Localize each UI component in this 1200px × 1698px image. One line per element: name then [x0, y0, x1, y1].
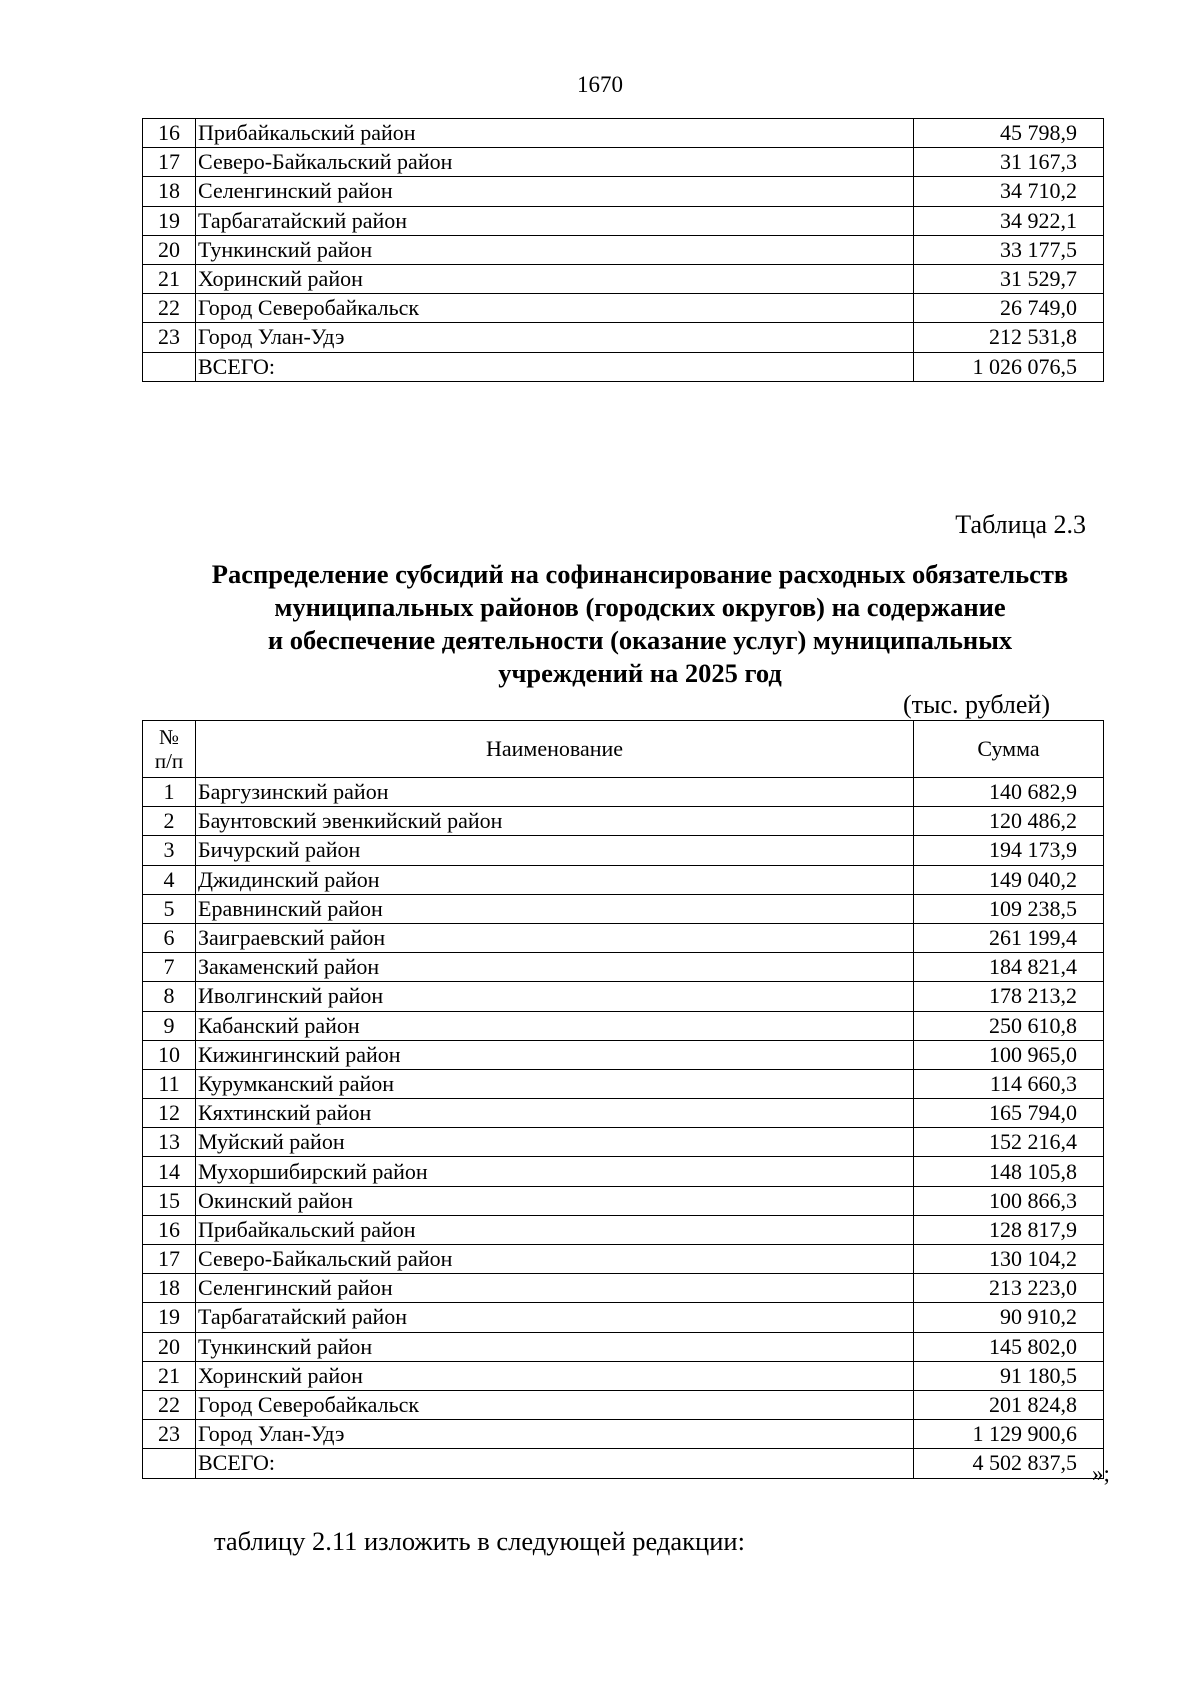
row-name: Окинский район	[196, 1186, 914, 1215]
row-sum: 45 798,9	[914, 119, 1104, 148]
row-sum: 178 213,2	[914, 982, 1104, 1011]
row-number: 23	[143, 1420, 196, 1449]
row-number: 15	[143, 1186, 196, 1215]
table-row	[143, 235, 1104, 264]
row-name: Заиграевский район	[196, 923, 914, 952]
row-number: 18	[143, 1274, 196, 1303]
row-number: 16	[143, 1215, 196, 1244]
table-row	[143, 894, 1104, 923]
row-sum: 91 180,5	[914, 1361, 1104, 1390]
row-sum: 31 529,7	[914, 264, 1104, 293]
units-note: (тыс. рублей)	[902, 690, 1050, 719]
row-number: 22	[143, 1390, 196, 1419]
closing-quote: »;	[1092, 1461, 1110, 1486]
row-number: 12	[143, 1099, 196, 1128]
total-sum: 1 026 076,5	[914, 352, 1104, 381]
row-sum: 34 710,2	[914, 177, 1104, 206]
row-name: Город Северобайкальск	[196, 294, 914, 323]
table-row	[143, 1099, 1104, 1128]
table-row	[143, 1157, 1104, 1186]
row-number: 9	[143, 1011, 196, 1040]
continuation-table-body	[143, 119, 1104, 382]
row-sum: 140 682,9	[914, 778, 1104, 807]
row-name: Бичурский район	[196, 836, 914, 865]
subsidy-table-header	[143, 721, 1104, 778]
row-sum: 120 486,2	[914, 807, 1104, 836]
total-sum: 4 502 837,5	[914, 1449, 1104, 1478]
row-sum: 33 177,5	[914, 235, 1104, 264]
table-title-line: Распределение субсидий на софинансирование расходных обязательств	[211, 559, 1069, 589]
header-number-abbr: п/п	[154, 749, 184, 773]
table-title-line: муниципальных районов (городских округов) на содержание	[274, 592, 1006, 622]
table-row	[143, 1332, 1104, 1361]
row-name: Еравнинский район	[196, 894, 914, 923]
table-row	[143, 1011, 1104, 1040]
row-name: Хоринский район	[196, 264, 914, 293]
table-row	[143, 807, 1104, 836]
table-row	[143, 119, 1104, 148]
row-name: Баунтовский эвенкийский район	[196, 807, 914, 836]
table-row	[143, 1361, 1104, 1390]
row-number: 17	[143, 1245, 196, 1274]
row-sum: 261 199,4	[914, 923, 1104, 952]
subsidy-table	[142, 720, 1104, 1479]
table-title	[150, 558, 1130, 690]
row-name: Джидинский район	[196, 865, 914, 894]
table-row	[143, 1303, 1104, 1332]
row-name: Прибайкальский район	[196, 1215, 914, 1244]
row-number: 2	[143, 807, 196, 836]
row-number: 11	[143, 1069, 196, 1098]
row-sum: 194 173,9	[914, 836, 1104, 865]
row-sum: 34 922,1	[914, 206, 1104, 235]
row-name: Иволгинский район	[196, 982, 914, 1011]
table-row	[143, 264, 1104, 293]
row-sum: 100 965,0	[914, 1040, 1104, 1069]
table-row	[143, 923, 1104, 952]
row-name: Кабанский район	[196, 1011, 914, 1040]
table-row	[143, 206, 1104, 235]
row-number: 6	[143, 923, 196, 952]
row-sum: 130 104,2	[914, 1245, 1104, 1274]
row-sum: 201 824,8	[914, 1390, 1104, 1419]
row-name: Тарбагатайский район	[196, 1303, 914, 1332]
row-name: Баргузинский район	[196, 778, 914, 807]
header-number-symbol: №	[158, 725, 180, 749]
row-sum: 109 238,5	[914, 894, 1104, 923]
row-number: 18	[143, 177, 196, 206]
total-row	[143, 352, 1104, 381]
total-number-cell	[143, 352, 196, 381]
instruction-text: таблицу 2.11 изложить в следующей редакции:	[214, 1526, 745, 1556]
row-sum: 26 749,0	[914, 294, 1104, 323]
row-name: Курумканский район	[196, 1069, 914, 1098]
row-name: Город Северобайкальск	[196, 1390, 914, 1419]
total-label: ВСЕГО:	[196, 352, 914, 381]
row-number: 21	[143, 1361, 196, 1390]
row-sum: 90 910,2	[914, 1303, 1104, 1332]
row-name: Кижингинский район	[196, 1040, 914, 1069]
table-title-line: учреждений на 2025 год	[498, 658, 782, 688]
table-row	[143, 1040, 1104, 1069]
table-row	[143, 1274, 1104, 1303]
table-row	[143, 778, 1104, 807]
total-row	[143, 1449, 1104, 1478]
row-name: Тункинский район	[196, 1332, 914, 1361]
total-number-cell	[143, 1449, 196, 1478]
row-name: Закаменский район	[196, 953, 914, 982]
row-number: 8	[143, 982, 196, 1011]
continuation-table	[142, 118, 1104, 382]
row-sum: 128 817,9	[914, 1215, 1104, 1244]
row-number: 20	[143, 1332, 196, 1361]
row-number: 20	[143, 235, 196, 264]
column-header-name: Наименование	[196, 721, 914, 778]
subsidy-table-body	[143, 778, 1104, 1479]
row-number: 21	[143, 264, 196, 293]
column-header-sum: Сумма	[914, 721, 1104, 778]
table-row	[143, 1215, 1104, 1244]
page-number: 1670	[577, 72, 623, 97]
row-sum: 165 794,0	[914, 1099, 1104, 1128]
row-sum: 184 821,4	[914, 953, 1104, 982]
row-sum: 114 660,3	[914, 1069, 1104, 1098]
row-number: 16	[143, 119, 196, 148]
table-label: Таблица 2.3	[955, 510, 1086, 539]
row-name: Тункинский район	[196, 235, 914, 264]
row-name: Селенгинский район	[196, 1274, 914, 1303]
table-row	[143, 982, 1104, 1011]
row-number: 22	[143, 294, 196, 323]
row-name: Муйский район	[196, 1128, 914, 1157]
row-name: Мухоршибирский район	[196, 1157, 914, 1186]
row-sum: 149 040,2	[914, 865, 1104, 894]
row-number: 13	[143, 1128, 196, 1157]
row-sum: 31 167,3	[914, 148, 1104, 177]
table-row	[143, 1390, 1104, 1419]
total-label: ВСЕГО:	[196, 1449, 914, 1478]
row-sum: 1 129 900,6	[914, 1420, 1104, 1449]
table-row	[143, 836, 1104, 865]
table-row	[143, 1128, 1104, 1157]
column-header-number	[143, 721, 196, 778]
row-name: Город Улан-Удэ	[196, 1420, 914, 1449]
row-number: 4	[143, 865, 196, 894]
row-number: 23	[143, 323, 196, 352]
row-number: 14	[143, 1157, 196, 1186]
row-number: 5	[143, 894, 196, 923]
row-number: 19	[143, 206, 196, 235]
header-row	[143, 721, 1104, 778]
row-sum: 212 531,8	[914, 323, 1104, 352]
row-name: Северо-Байкальский район	[196, 1245, 914, 1274]
row-name: Кяхтинский район	[196, 1099, 914, 1128]
row-name: Хоринский район	[196, 1361, 914, 1390]
row-number: 19	[143, 1303, 196, 1332]
table-row	[143, 953, 1104, 982]
row-sum: 100 866,3	[914, 1186, 1104, 1215]
table-row	[143, 1420, 1104, 1449]
row-sum: 152 216,4	[914, 1128, 1104, 1157]
table-row	[143, 1245, 1104, 1274]
row-number: 17	[143, 148, 196, 177]
table-row	[143, 1069, 1104, 1098]
table-title-line: и обеспечение деятельности (оказание услуг) муниципальных	[267, 625, 1013, 655]
row-name: Тарбагатайский район	[196, 206, 914, 235]
table-row	[143, 1186, 1104, 1215]
row-sum: 145 802,0	[914, 1332, 1104, 1361]
row-sum: 148 105,8	[914, 1157, 1104, 1186]
row-number: 10	[143, 1040, 196, 1069]
row-name: Северо-Байкальский район	[196, 148, 914, 177]
row-sum: 250 610,8	[914, 1011, 1104, 1040]
row-sum: 213 223,0	[914, 1274, 1104, 1303]
row-name: Селенгинский район	[196, 177, 914, 206]
row-name: Город Улан-Удэ	[196, 323, 914, 352]
table-row	[143, 323, 1104, 352]
table-row	[143, 294, 1104, 323]
table-row	[143, 177, 1104, 206]
row-number: 1	[143, 778, 196, 807]
row-number: 3	[143, 836, 196, 865]
row-number: 7	[143, 953, 196, 982]
table-row	[143, 148, 1104, 177]
table-row	[143, 865, 1104, 894]
row-name: Прибайкальский район	[196, 119, 914, 148]
